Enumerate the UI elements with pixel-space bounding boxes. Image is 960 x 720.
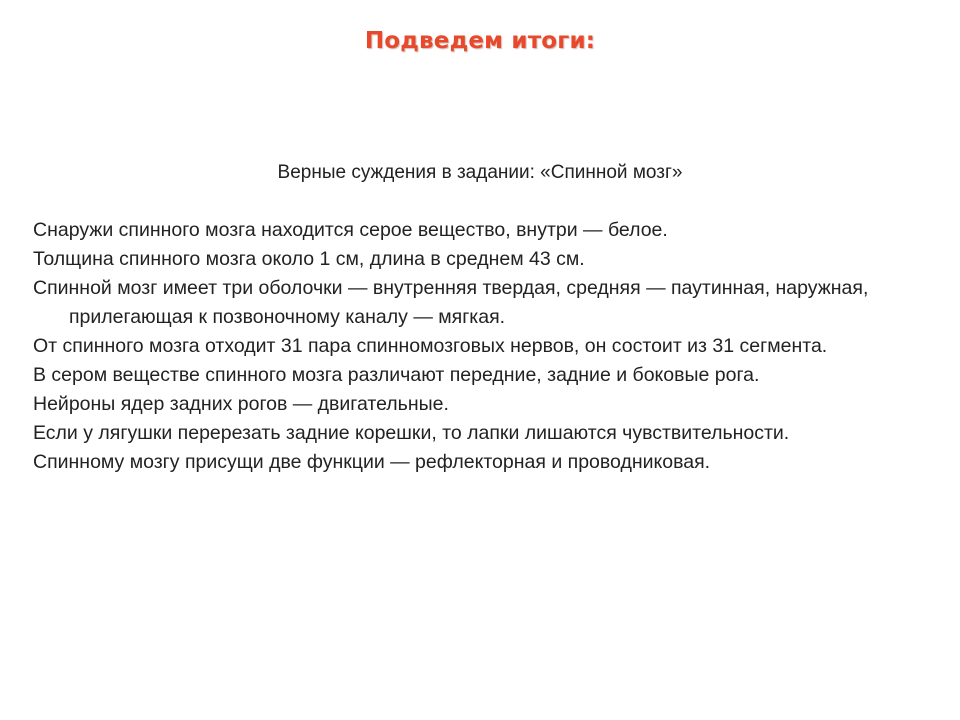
statement-list bbox=[33, 216, 948, 477]
statement-item: Спинному мозгу присущи две функции — рефлекторная и проводниковая. bbox=[33, 451, 711, 473]
statement-item: Если у лягушки перерезать задние корешки, то лапки лишаются чувствительности. bbox=[33, 422, 790, 444]
slide-subtitle: Верные суждения в задании: «Спинной мозг» bbox=[277, 162, 683, 183]
statement-item: Снаружи спинного мозга находится серое вещество, внутри — белое. bbox=[33, 219, 668, 241]
statement-item: От спинного мозга отходит 31 пара спинномозговых нервов, он состоит из 31 сегмента. bbox=[33, 335, 828, 357]
statement-item: Спинной мозг имеет три оболочки — внутренняя твердая, средняя — паутинная, наружная, прилегающая к позвоночному каналу — мягкая. bbox=[33, 277, 869, 328]
statement-item: Толщина спинного мозга около 1 см, длина в среднем 43 см. bbox=[33, 248, 585, 270]
statement-item: В сером веществе спинного мозга различают передние, задние и боковые рога. bbox=[33, 364, 760, 386]
slide-title: Подведем итоги: bbox=[364, 28, 596, 54]
statement-item: Нейроны ядер задних рогов — двигательные. bbox=[33, 393, 449, 415]
